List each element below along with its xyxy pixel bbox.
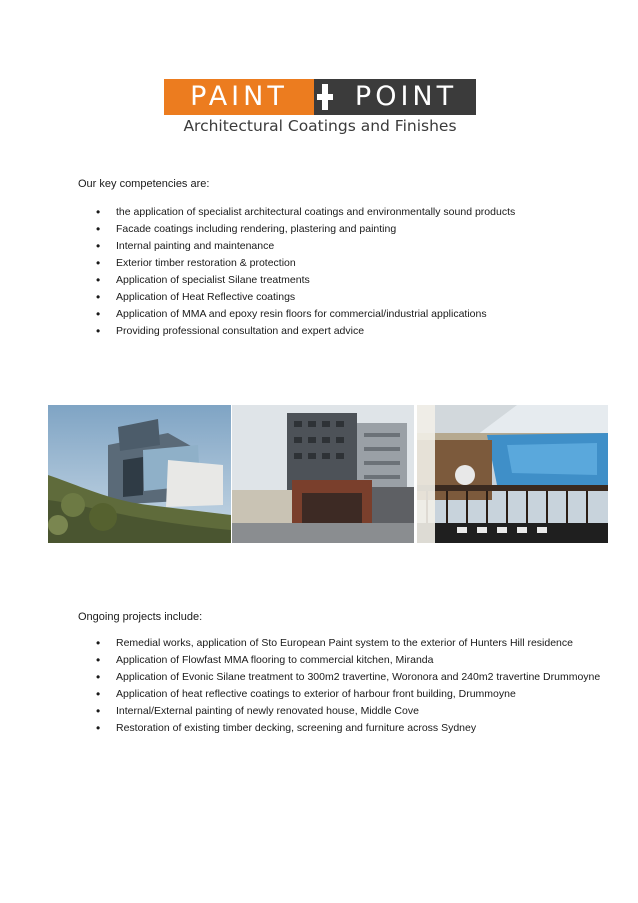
list-item: • Application of Evonic Silane treatment to 300m2 travertine, Woronora and 240m2 travertine Drummoyne xyxy=(92,669,600,686)
list-item: • Facade coatings including rendering, plastering and painting xyxy=(92,221,515,238)
pool-deck-photo xyxy=(417,405,608,543)
list-item: • Application of specialist Silane treatments xyxy=(92,272,515,289)
list-item: • Application of heat reflective coatings to exterior of harbour front building, Drummoyne xyxy=(92,686,600,703)
projects-list xyxy=(92,635,600,737)
list-item: • Application of Heat Reflective coatings xyxy=(92,289,515,306)
list-item: • Providing professional consultation and expert advice xyxy=(92,323,515,340)
list-item: • Remedial works, application of Sto European Paint system to the exterior of Hunters Hill residence xyxy=(92,635,600,652)
competencies-list xyxy=(92,204,515,340)
logo-tagline: Architectural Coatings and Finishes xyxy=(183,117,457,135)
apartment-buildings-photo xyxy=(232,405,414,543)
projects-heading: Ongoing projects include: xyxy=(78,611,203,623)
list-item: • the application of specialist architectural coatings and environmentally sound products xyxy=(92,204,515,221)
list-item: • Restoration of existing timber decking, screening and furniture across Sydney xyxy=(92,720,600,737)
competencies-heading: Our key competencies are: xyxy=(78,178,210,190)
logo-word-paint: PAINT xyxy=(164,79,314,115)
plus-icon xyxy=(314,79,336,115)
company-logo xyxy=(164,79,476,141)
list-item: • Application of MMA and epoxy resin floors for commercial/industrial applications xyxy=(92,306,515,323)
list-item: • Internal painting and maintenance xyxy=(92,238,515,255)
logo-bar xyxy=(164,79,476,115)
list-item: • Internal/External painting of newly renovated house, Middle Cove xyxy=(92,703,600,720)
list-item: • Exterior timber restoration & protection xyxy=(92,255,515,272)
list-item: • Application of Flowfast MMA flooring to commercial kitchen, Miranda xyxy=(92,652,600,669)
logo-word-point: POINT xyxy=(336,79,476,115)
hillside-modern-house-photo xyxy=(48,405,231,543)
